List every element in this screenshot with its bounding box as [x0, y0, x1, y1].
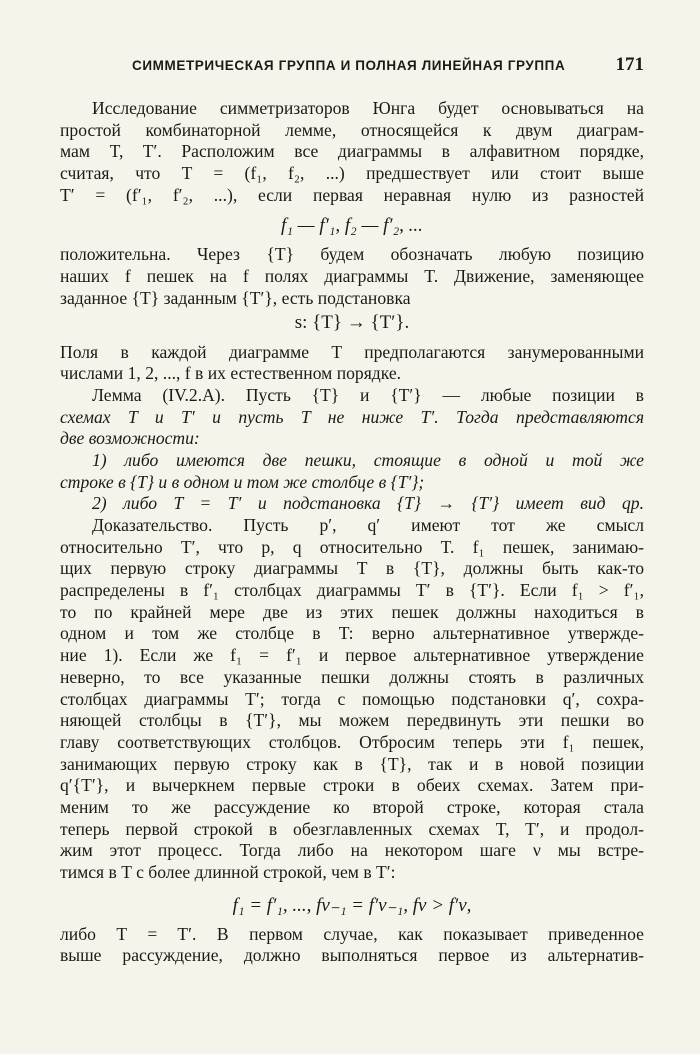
text-line: T′ = (f′₁, f′₂, ...), если первая неравная нулю из разностей	[60, 184, 644, 205]
text-line: то по крайней мере две из этих пешек должны находиться в	[60, 601, 644, 622]
body-text	[60, 98, 644, 967]
text-line: выше рассуждение, должно выполняться первое из альтернатив-	[60, 945, 644, 966]
text-line: q′{T′}, и вычеркнем первые строки в обеих схемах. Затем при-	[60, 775, 644, 796]
text-line: одном и том же столбце в T: верно альтернативное утвержде-	[60, 623, 644, 644]
lemma-case-1-cont: строке в {T} и в одном и том же столбце в {T′};	[60, 471, 425, 492]
text-line: считая, что T = (f₁, f₂, ...) предшествует или стоит выше	[60, 163, 644, 184]
page-number: 171	[615, 54, 644, 75]
text-line: ние 1). Если же f₁ = f′₁ и первое альтернативное утверждение	[60, 645, 644, 666]
text-line: наших f пешек на f полях диаграммы T. Движение, заменяющее	[60, 266, 644, 287]
text-line: числами 1, 2, ..., f в их естественном порядке.	[60, 363, 402, 384]
lemma-text-line: две возможности:	[60, 428, 200, 449]
formula-row-lengths: f₁ = f′₁, ..., fν₋₁ = f′ν₋₁, fν > f′ν,	[232, 894, 472, 916]
proof-heading-line: Доказательство. Пусть p′, q′ имеют тот же смысл	[92, 515, 644, 535]
text-line: щих первую строку диаграммы T в {T}, должны быть как-то	[60, 558, 644, 579]
running-title: СИММЕТРИЧЕСКАЯ ГРУППА И ПОЛНАЯ ЛИНЕЙНАЯ ГРУППА	[132, 58, 566, 73]
text-line: няющей столбцы в {T′}, мы можем передвинуть эти пешки во	[60, 710, 644, 731]
text-line: относительно T′, что p, q относительно T. f₁ пешек, занимаю-	[60, 536, 644, 557]
text-line: Поля в каждой диаграмме T предполагаются занумерованными	[60, 341, 644, 362]
text-line: Исследование симметризаторов Юнга будет основываться на	[92, 98, 644, 118]
page-header	[132, 54, 652, 78]
text-line: жим этот процесс. Тогда либо на некотором шаге ν мы встре-	[60, 840, 644, 861]
text-line: главу соответствующих столбцов. Отбросим теперь эти f₁ пешек,	[60, 731, 644, 752]
formula-differences: f₁ — f′₁, f₂ — f′₂, ...	[281, 215, 423, 237]
text-line: заданное {T} заданным {T′}, есть подстановка	[60, 287, 411, 308]
text-line: тимся в T с более длинной строкой, чем в T′:	[60, 862, 396, 882]
lemma-heading-line: Лемма (IV.2.A). Пусть {T} и {T′} — любые позиции в	[92, 384, 644, 405]
lemma-case-2: 2) либо T = T′ и подстановка {T} → {T′} имеет вид qp.	[92, 493, 644, 514]
text-line: распределены в f′₁ столбцах диаграммы T′ в {T′}. Если f₁ > f′₁,	[60, 580, 644, 601]
text-line: простой комбинаторной лемме, относящейся к двум диаграм-	[60, 119, 644, 140]
text-line: занимающих первую строку как в {T}, так и в новой позиции	[60, 753, 644, 774]
text-line: положительна. Через {T} будем обозначать любую позицию	[60, 244, 644, 265]
lemma-text-line: схемах T и T′ и пусть T не ниже T′. Тогда представляются	[60, 406, 644, 427]
text-line: мам T, T′. Расположим все диаграммы в алфавитном порядке,	[60, 141, 644, 162]
text-line: меним то же рассуждение ко второй строке, которая стала	[60, 796, 644, 817]
text-line: либо T = T′. В первом случае, как показывает приведенное	[60, 923, 644, 944]
text-line: неверно, то все указанные пешки должны стоять в различных	[60, 666, 644, 687]
text-line: столбцах диаграммы T′; тогда с помощью подстановки q′, сохра-	[60, 688, 644, 709]
formula-substitution: s: {T} → {T′}.	[294, 311, 410, 333]
lemma-case-1: 1) либо имеются две пешки, стоящие в одной и той же	[92, 449, 644, 470]
text-line: теперь первой строкой в обезглавленных схемах T, T′, и продол-	[60, 818, 644, 839]
